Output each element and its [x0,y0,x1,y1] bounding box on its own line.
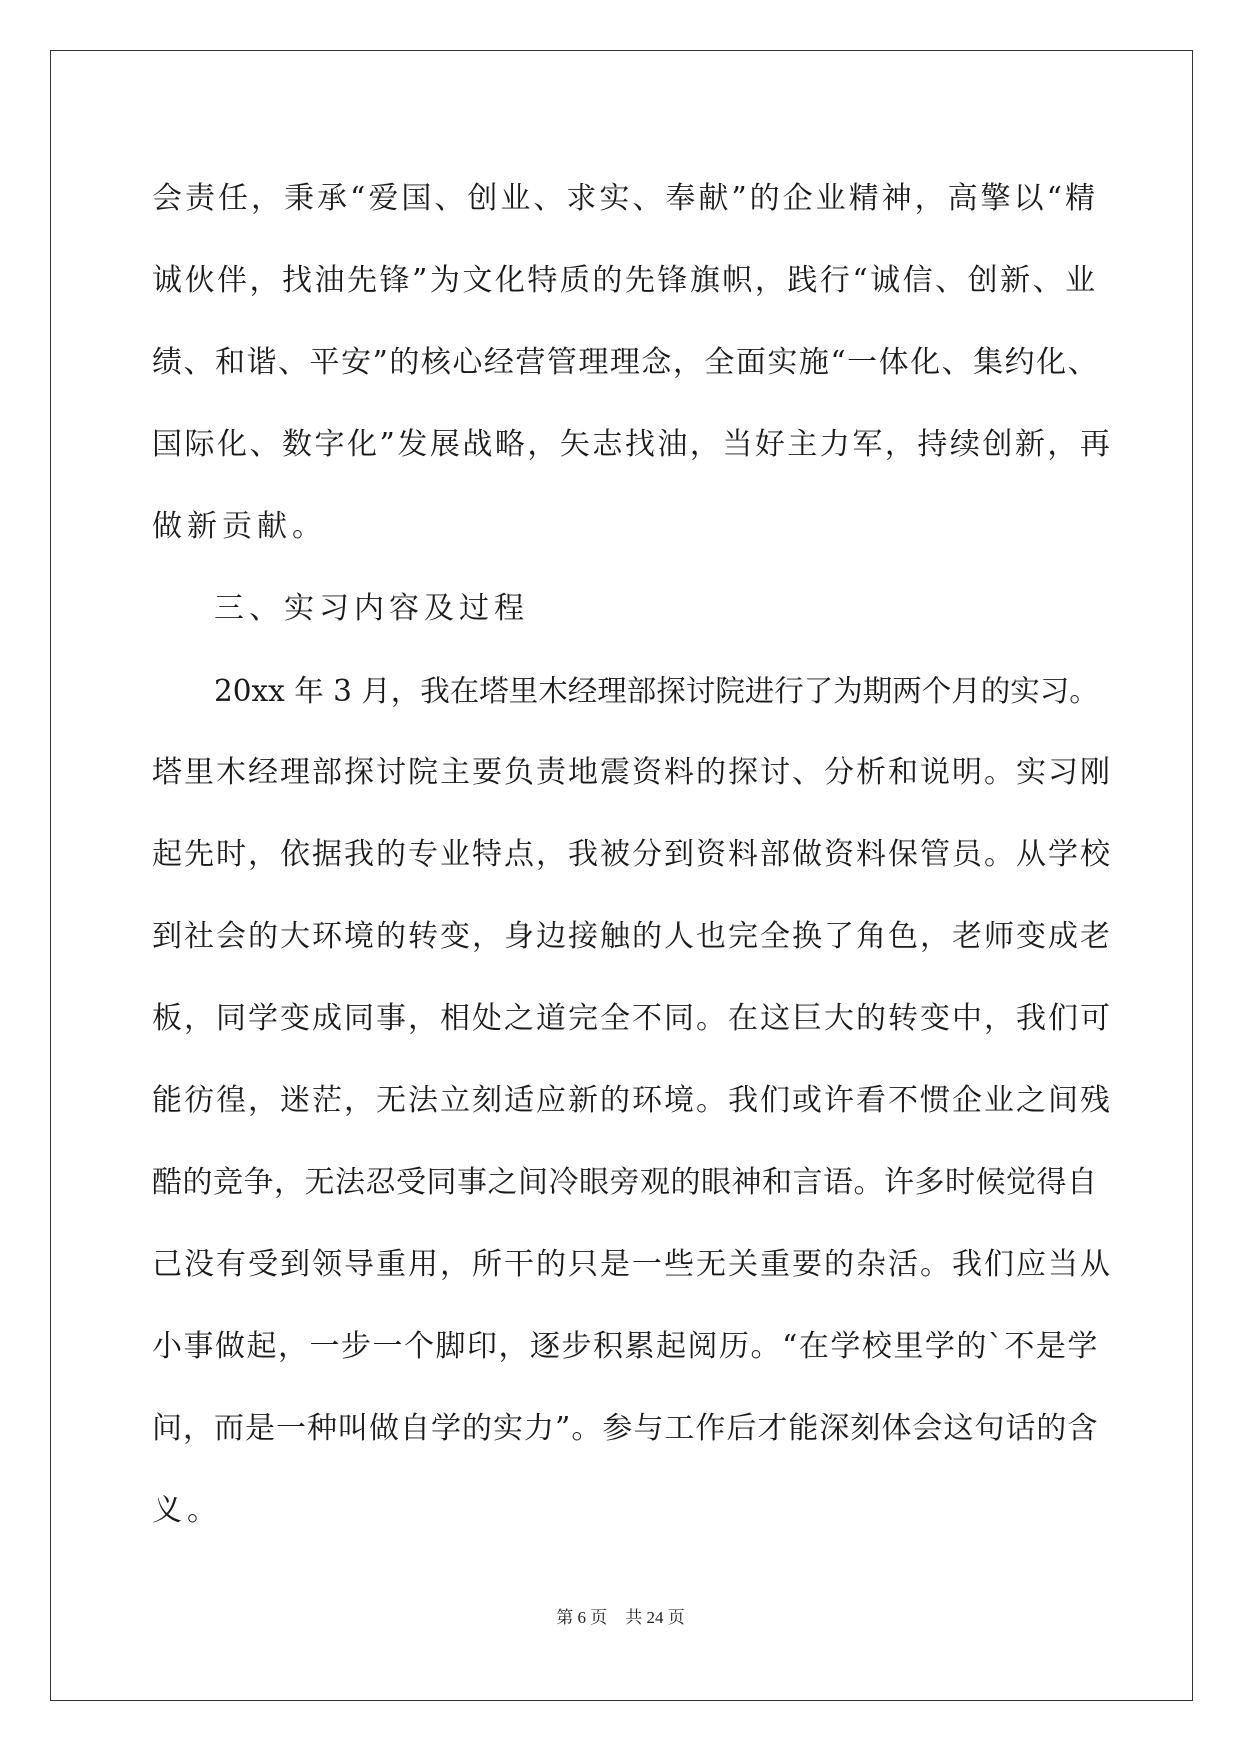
page-footer [0,1607,1241,1629]
section-heading: 三、实习内容及过程 [214,591,529,626]
page-number: 第 6 页 [556,1608,608,1627]
text-line: 国际化、数字化”发展战略，矢志找油，当好主力军，持续创新，再 [152,427,1113,462]
text-line: 到社会的大环境的转变，身边接触的人也完全换了角色，老师变成老 [152,919,1112,954]
text-line: 起先时，依据我的专业特点，我被分到资料部做资料保管员。从学校 [152,837,1112,872]
text-line: 塔里木经理部探讨院主要负责地震资料的探讨、分析和说明。实习刚 [152,755,1112,790]
paragraph-internship [152,650,1112,1552]
text-line: 做新贡献。 [152,509,327,544]
text-line: 20xx 年 3 月，我在塔里木经理部探讨院进行了为期两个月的实习。 [214,674,1099,708]
page-total: 共 24 页 [625,1608,685,1627]
text-line: 板，同学变成同事，相处之道完全不同。在这巨大的转变中，我们可 [152,1001,1112,1036]
text-line: 会责任，秉承“爱国、创业、求实、奉献”的企业精神，高擎以“精 [152,181,1099,216]
text-line: 能彷徨，迷茫，无法立刻适应新的环境。我们或许看不惯企业之间残 [152,1083,1112,1118]
text-line: 小事做起，一步一个脚印，逐步积累起阅历。“在学校里学的`不是学 [152,1329,1099,1364]
text-line: 酷的竞争，无法忍受同事之间冷眼旁观的眼神和言语。许多时候觉得自 [152,1165,1098,1200]
text-line: 问，而是一种叫做自学的实力”。参与工作后才能深刻体会这句话的含 [152,1411,1099,1446]
text-line: 诚伙伴，找油先锋”为文化特质的先锋旗帜，践行“诚信、创新、业 [152,263,1098,298]
paragraph-responsibility [152,158,1112,568]
document-body [152,158,1112,1552]
text-line: 己没有受到领导重用，所干的只是一些无关重要的杂活。我们应当从 [152,1247,1112,1282]
text-line: 义。 [152,1493,222,1528]
text-line: 绩、和谐、平安”的核心经营管理理念，全面实施“一体化、集约化、 [152,345,1100,380]
